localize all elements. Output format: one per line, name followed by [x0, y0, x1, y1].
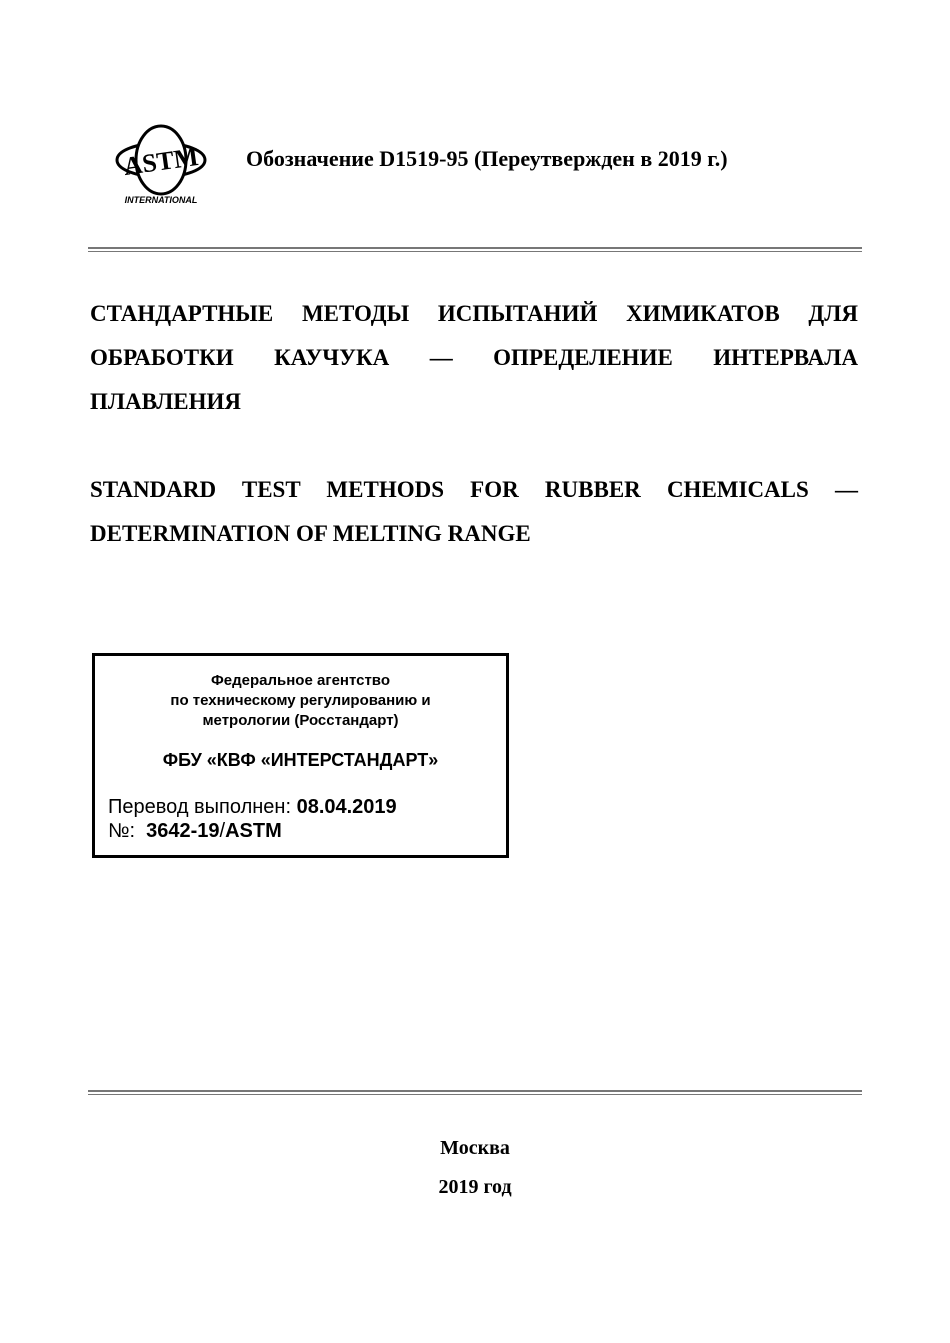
- agency-line: по техническому регулированию и: [170, 692, 431, 709]
- standard-designation: Обозначение D1519-95 (Переутвержден в 2019 г.): [246, 146, 728, 171]
- title-en-line: STANDARD TEST METHODS FOR RUBBER CHEMICALS —: [90, 477, 858, 502]
- translation-info: [108, 795, 397, 843]
- title-russian: [90, 292, 858, 424]
- agency-line: Федеральное агентство: [210, 672, 390, 689]
- title-ru-line: СТАНДАРТНЫЕ МЕТОДЫ ИСПЫТАНИЙ ХИМИКАТОВ ДЛЯ: [90, 301, 858, 326]
- translation-date: 08.04.2019: [296, 796, 397, 818]
- organization-name: ФБУ «КВФ «ИНТЕРСТАНДАРТ»: [162, 750, 439, 770]
- number-value: 3642-19: [146, 820, 220, 842]
- top-divider: [88, 247, 862, 252]
- title-english: [90, 468, 858, 556]
- astm-logo-icon: [112, 122, 210, 206]
- agency-name: [95, 671, 506, 731]
- publication-year: 2019 год: [438, 1176, 512, 1198]
- astm-logo: [112, 122, 210, 206]
- logo-caption: INTERNATIONAL: [124, 195, 198, 205]
- translation-date-row: [108, 795, 397, 819]
- title-en-line: DETERMINATION OF MELTING RANGE: [90, 521, 531, 546]
- logo-letters: ASTM: [121, 141, 201, 182]
- number-suffix: /ASTM: [219, 820, 282, 842]
- translation-stamp: [92, 653, 509, 858]
- translation-label: Перевод выполнен:: [108, 796, 292, 818]
- publication-city: Москва: [440, 1137, 510, 1159]
- agency-line: метрологии (Росстандарт): [202, 712, 399, 729]
- translation-number-row: [108, 819, 397, 843]
- number-label: №:: [108, 820, 136, 842]
- title-ru-line: ПЛАВЛЕНИЯ: [90, 389, 241, 414]
- bottom-divider: [88, 1090, 862, 1095]
- title-ru-line: ОБРАБОТКИ КАУЧУКА — ОПРЕДЕЛЕНИЕ ИНТЕРВАЛА: [90, 345, 858, 370]
